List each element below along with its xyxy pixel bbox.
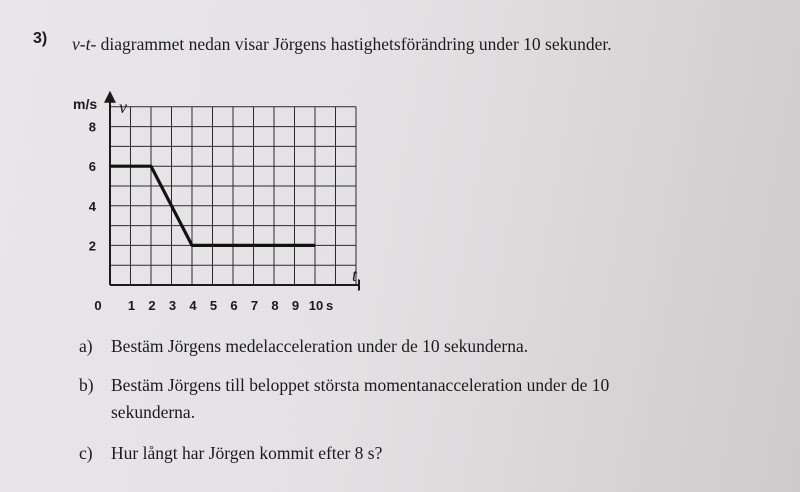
x-axis-arrow bbox=[358, 279, 360, 291]
problem-number: 3) bbox=[33, 30, 48, 47]
question-c-text: Hur långt har Jörgen kommit efter 8 s? bbox=[111, 443, 383, 463]
x-tick-label: 8 bbox=[271, 298, 279, 312]
x-tick-label: 4 bbox=[189, 298, 197, 312]
vt-diagram bbox=[60, 82, 360, 312]
x-unit-label: s bbox=[326, 298, 334, 312]
x-tick-label: 3 bbox=[168, 298, 177, 312]
y-axis-symbol: v bbox=[119, 96, 127, 117]
x-tick-label: 2 bbox=[148, 298, 156, 312]
vt-symbol: v-t- bbox=[72, 34, 97, 54]
y-tick-label: 4 bbox=[88, 198, 96, 214]
x-tick-label: 0 bbox=[94, 298, 102, 312]
x-tick-label: 1 bbox=[127, 298, 136, 312]
question-a-text: Bestäm Jörgens medelacceleration under de 10 sekunderna. bbox=[111, 336, 529, 356]
question-c-label: c) bbox=[79, 443, 93, 463]
x-tick-label: 9 bbox=[291, 298, 300, 312]
x-axis-symbol: t bbox=[352, 265, 358, 285]
y-axis-arrow bbox=[104, 91, 116, 103]
question-b-label: b) bbox=[79, 375, 94, 395]
question-a-label: a) bbox=[79, 336, 93, 356]
y-tick-label: 2 bbox=[88, 238, 96, 254]
problem-intro bbox=[72, 29, 632, 60]
x-tick-label: 7 bbox=[250, 298, 259, 312]
y-tick-label: 8 bbox=[88, 119, 96, 135]
x-tick-label: 6 bbox=[230, 298, 238, 312]
x-tick-label: 5 bbox=[209, 298, 218, 312]
intro-text: diagrammet nedan visar Jörgens hastighetsförändring under 10 sekunder. bbox=[96, 34, 612, 54]
y-tick-label: 6 bbox=[88, 159, 96, 175]
question-b-text: Bestäm Jörgens till beloppet största momentanacceleration under de 10 sekunderna. bbox=[111, 375, 610, 422]
y-unit-label: m/s bbox=[73, 95, 98, 112]
x-tick-label: 10 bbox=[308, 298, 324, 312]
